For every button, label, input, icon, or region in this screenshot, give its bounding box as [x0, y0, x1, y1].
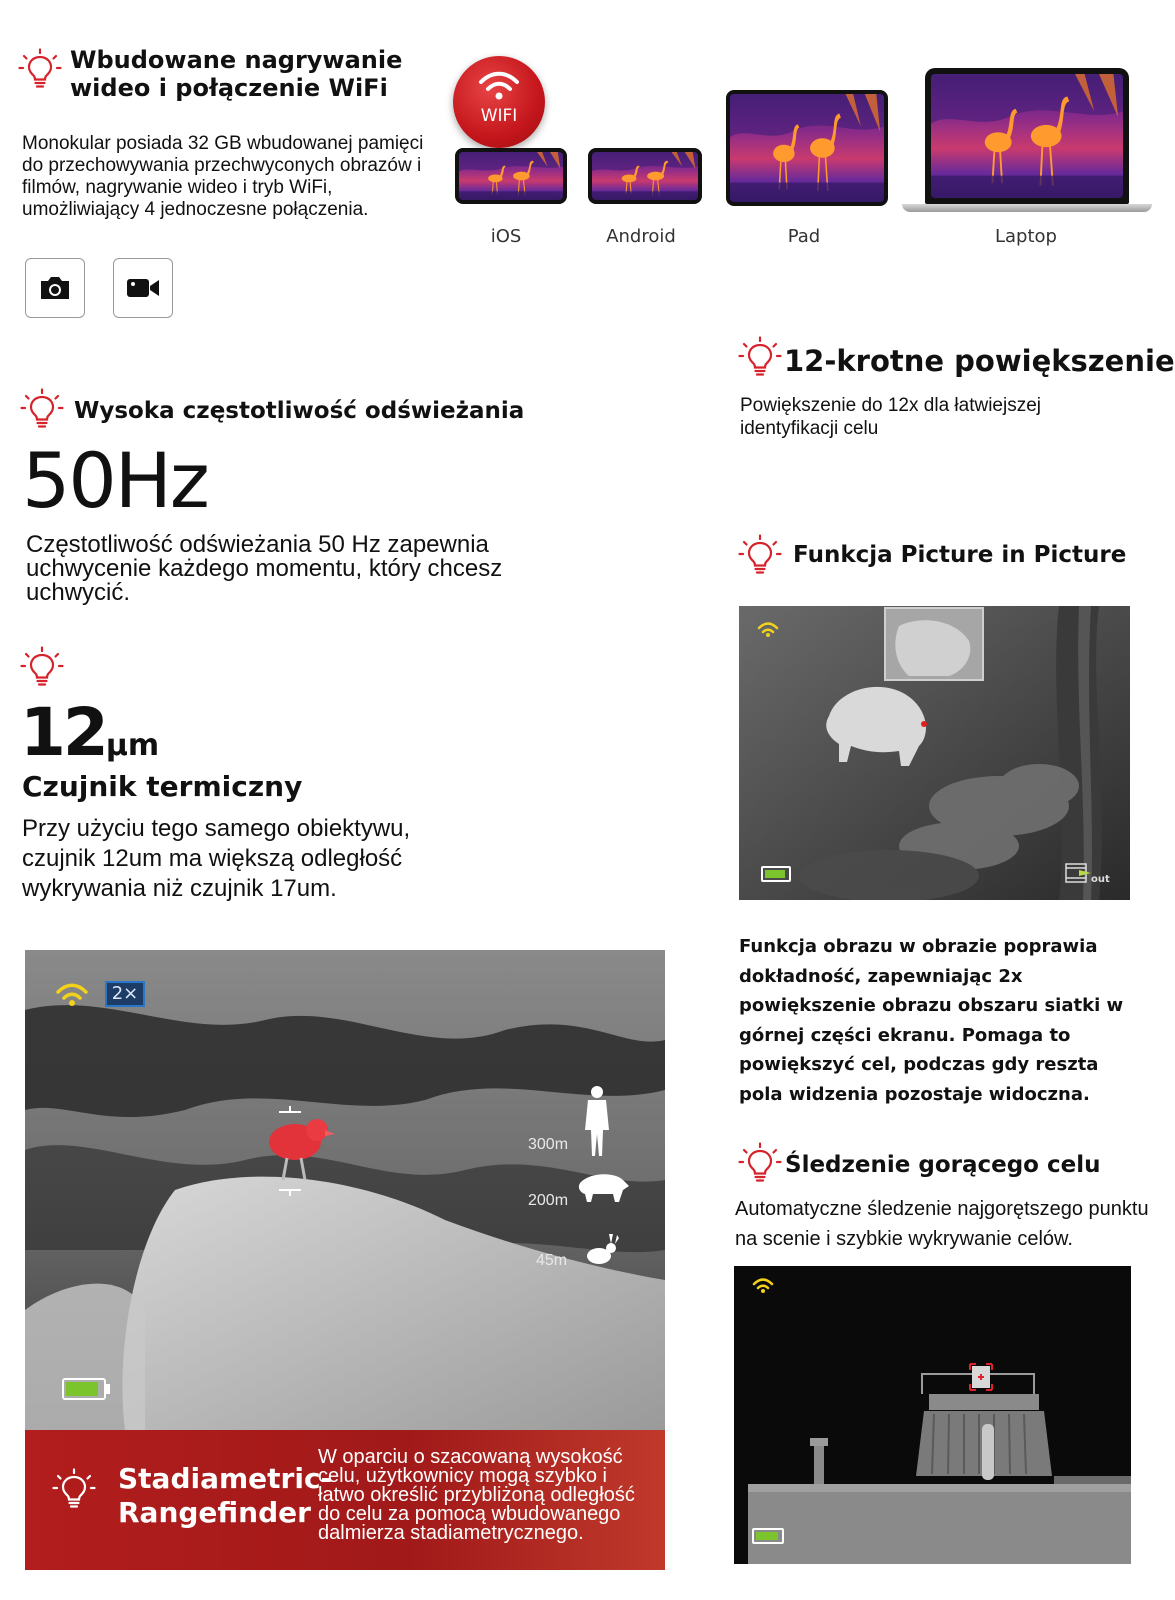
lightbulb-icon: [738, 336, 782, 380]
flamingo-thermal-image: [931, 74, 1123, 198]
tracking-description: Automatyczne śledzenie najgorętszego punktu na scenie i szybkie wykrywanie celów.: [735, 1198, 1149, 1250]
laptop-device: [925, 68, 1129, 204]
pip-title: Funkcja Picture in Picture: [793, 542, 1127, 568]
wifi-icon: [477, 68, 521, 104]
device-label-ios: iOS: [490, 226, 522, 247]
ios-phone-device: [455, 148, 567, 204]
battery-fill: [756, 1532, 778, 1540]
thermal-forest-image: [25, 950, 665, 1430]
lightbulb-icon: [52, 1468, 96, 1512]
wifi-indicator-icon: [757, 622, 779, 638]
wifi-indicator-icon: [55, 982, 89, 1008]
video-out-label: out: [1091, 874, 1110, 885]
refresh-description: Częstotliwość odświeżania 50 Hz zapewnia uchwycenie każdego momentu, który chcesz uchwycić.: [26, 531, 503, 606]
device-label-laptop: Laptop: [995, 226, 1057, 247]
camera-icon: [38, 275, 72, 301]
lightbulb-icon: [18, 48, 62, 92]
pip-thermal-view: [739, 606, 1130, 900]
recording-description: Monokular posiada 32 GB wbudowanej pamięci do przechowywania przechwyconych obrazów i filmów, nagrywanie wideo i tryb WiFi, umożliwiający 4 jednoczesne połączenia.: [22, 133, 424, 220]
device-label-android: Android: [606, 226, 676, 247]
thermal-animal-image: [739, 606, 1130, 900]
sensor-title: Czujnik termiczny: [22, 770, 303, 803]
zoom-title: 12-krotne powiększenie: [784, 344, 1175, 378]
camera-button[interactable]: [25, 258, 85, 318]
lightbulb-icon: [738, 534, 782, 578]
battery-fill: [66, 1382, 98, 1396]
android-phone-device: [588, 148, 702, 204]
refresh-title: Wysoka częstotliwość odświeżania: [74, 398, 525, 424]
battery-tip: [106, 1384, 110, 1394]
battery-icon: [761, 866, 791, 882]
zoom-description: Powiększenie do 12x dla łatwiejszej identyfikacji celu: [740, 395, 1041, 439]
pip-description: Funkcja obrazu w obrazie poprawia dokładność, zapewniając 2x powiększenie obrazu obszaru siatki w górnej części ekranu. Pomaga to powiększyć cel, podczas gdy reszta pola widzenia pozostaje widoczna.: [739, 936, 1124, 1105]
wifi-indicator-icon: [752, 1278, 774, 1294]
sensor-unit: μm: [105, 728, 160, 763]
wifi-badge: [453, 56, 545, 148]
rangefinder-description: W oparciu o szacowaną wysokość celu, użytkownicy mogą szybko i łatwo określić przybliżoną odległość do celu za pomocą wbudowanego dalmierza stadiametrycznego.: [318, 1446, 635, 1544]
lightbulb-icon: [20, 388, 64, 432]
distance-label-rabbit: 45m: [536, 1252, 568, 1269]
rangefinder-thermal-view: [25, 950, 665, 1430]
sensor-description: Przy użyciu tego samego obiektywu, czujnik 12um ma większą odległość wykrywania niż czujnik 17um.: [22, 815, 411, 902]
distance-label-boar: 200m: [528, 1192, 569, 1209]
recording-title: Wbudowane nagrywanie wideo i połączenie WiFi: [70, 46, 403, 102]
laptop-base: [902, 204, 1152, 212]
tracking-title: Śledzenie gorącego celu: [785, 1152, 1101, 1178]
refresh-value: 50Hz: [22, 436, 208, 525]
flamingo-thermal-image: [730, 94, 884, 202]
lightbulb-icon: [738, 1142, 782, 1186]
battery-fill: [765, 870, 785, 878]
hot-target-thermal-view: [734, 1266, 1131, 1564]
rangefinder-title: Stadiametric-Rangefinder: [118, 1462, 333, 1529]
video-camera-icon: [125, 276, 161, 300]
video-record-button[interactable]: [113, 258, 173, 318]
zoom-indicator: 2×: [105, 981, 145, 1007]
flamingo-thermal-image: [592, 152, 698, 200]
battery-icon: [752, 1528, 784, 1544]
battery-icon: [62, 1378, 106, 1400]
thermal-rooftop-image: [734, 1266, 1131, 1564]
distance-label-human: 300m: [528, 1136, 569, 1153]
lightbulb-icon: [20, 646, 64, 690]
wifi-badge-label: WIFI: [480, 106, 518, 126]
device-label-pad: Pad: [787, 226, 821, 247]
flamingo-thermal-image: [459, 152, 563, 200]
sensor-value: 12: [20, 694, 106, 771]
pad-device: [726, 90, 888, 206]
